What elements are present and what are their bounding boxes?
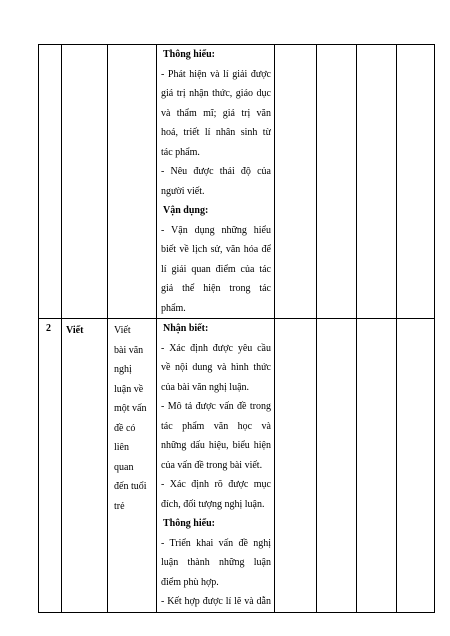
question-count-cell (275, 45, 317, 319)
question-count-cell (275, 319, 317, 613)
description-line: - Kết hợp được lí lẽ và dẫn (161, 596, 271, 607)
description-line: tác phẩm văn học và (161, 420, 271, 432)
specification-table (38, 44, 435, 613)
question-count-cell (397, 45, 435, 319)
content-unit-cell (108, 319, 157, 613)
description-line: - Mô tả được vấn đề trong (161, 401, 271, 412)
description-line: phẩm. (161, 302, 186, 314)
description-line: - Triển khai vấn đề nghị (161, 537, 271, 549)
level-heading: Thông hiểu: (163, 49, 215, 60)
skill-cell (62, 45, 108, 319)
content-line: nghị (114, 364, 132, 375)
description-line: về nội dung và hình thức (161, 362, 271, 373)
description-line: - Xác định được yêu cầu (161, 342, 271, 354)
content-line: liên (114, 442, 129, 453)
content-line: bài văn (114, 344, 144, 356)
content-line: Viết (114, 325, 131, 336)
description-line: giả thể hiện trong tác (161, 283, 271, 294)
row-number-cell (39, 45, 62, 319)
description-line: của bài văn nghị luận. (161, 381, 250, 393)
table-row (39, 45, 435, 319)
assessment-description-cell (157, 45, 275, 319)
table-row (39, 319, 435, 613)
content-line: đến tuổi (114, 481, 147, 492)
row-number-cell: 2 (39, 319, 62, 613)
question-count-cell (317, 45, 357, 319)
description-line: điểm phù hợp. (161, 576, 219, 588)
description-line: giá trị nhận thức, giáo dục (161, 88, 271, 99)
level-heading: Thông hiểu: (163, 518, 215, 529)
description-line: - Xác định rõ được mục (161, 479, 271, 490)
level-heading: Vận dụng: (163, 205, 209, 216)
description-line: biết về lịch sử, văn hóa để (161, 244, 271, 255)
description-line: - Vận dụng những hiểu (161, 224, 271, 236)
description-line: hoá, triết lí nhân sinh từ (161, 127, 271, 138)
skill-cell: Viết (62, 319, 108, 613)
description-line: - Nêu được thái độ của (161, 166, 271, 177)
description-line: đích, đối tượng nghị luận. (161, 498, 265, 510)
description-line: những dấu hiệu, biểu hiện (161, 440, 271, 451)
description-line: lí giải quan điểm của tác (161, 263, 271, 275)
content-line: luận về (114, 383, 144, 395)
question-count-cell (397, 319, 435, 613)
description-line: người viết. (161, 185, 205, 197)
content-line: một vấn (114, 403, 147, 414)
description-line: luận thành những luận (161, 557, 271, 568)
question-count-cell (357, 319, 397, 613)
description-line: của vấn đề trong bài viết. (161, 459, 263, 471)
content-line: đề có (114, 422, 136, 434)
content-unit-cell (108, 45, 157, 319)
content-line: quan (114, 461, 134, 473)
content-line: trẻ (114, 500, 125, 512)
description-line: và thẩm mĩ; giá trị văn (161, 107, 271, 119)
description-line: - Phát hiện và lí giải được (161, 68, 271, 80)
assessment-description-cell (157, 319, 275, 613)
level-heading: Nhận biết: (163, 323, 209, 334)
question-count-cell (317, 319, 357, 613)
question-count-cell (357, 45, 397, 319)
description-line: tác phẩm. (161, 146, 200, 158)
